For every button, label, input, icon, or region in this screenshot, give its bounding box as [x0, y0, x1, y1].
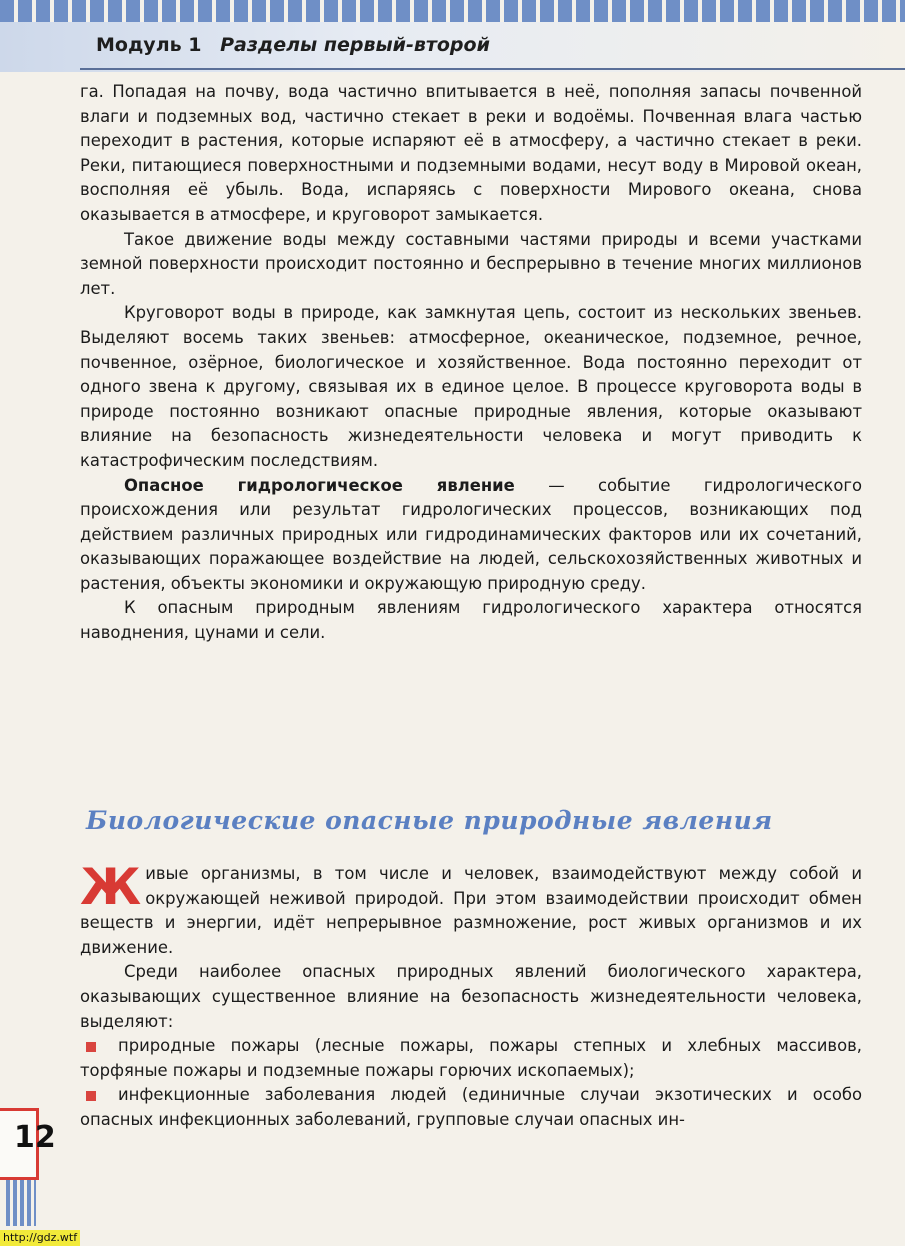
- header-divider: [80, 68, 905, 70]
- bio-intro: [80, 858, 862, 960]
- page-number: 12: [14, 1120, 56, 1155]
- paragraph-hydro-list: К опасным природным явлениям гидрологического характера относятся наводнения, цунами и сели.: [80, 598, 862, 643]
- paragraph-1: га. Попадая на почву, вода частично впитывается в неё, пополняя запасы почвенной влаги и подземных вод, частично стекает в реки и водоёмы. Почвенная влага частью переходит в растения, которые испаряют её в атмосферу, а частично стекает в реки. Реки, питающиеся поверхностными и подземными водами, несут воду в Мировой океан, восполняя её убыль. Вода, испаряясь с поверхности Мирового океана, снова оказывается в атмосфере, и круговорот замыкается.: [80, 82, 862, 224]
- list-item: [80, 1083, 862, 1132]
- main-text: [80, 80, 862, 646]
- watermark: http://gdz.wtf: [0, 1230, 80, 1246]
- section-label: Разделы первый-второй: [220, 34, 490, 56]
- list-item-text: инфекционные заболевания людей (единичные случаи экзотических и особо опасных инфекционных заболеваний, групповые случаи опасных ин-: [80, 1085, 862, 1129]
- section-heading: Биологические опасные природные явления: [86, 806, 773, 835]
- module-label: Модуль 1: [96, 34, 202, 56]
- page-number-stripes: [6, 1180, 36, 1226]
- definition-term: Опасное гидрологическое явление: [124, 475, 515, 495]
- bio-intro-text: ивые организмы, в том числе и человек, взаимодействуют между собой и окружающей неживой природой. При этом взаимодействии происходит обмен веществ и энергии, идёт непрерывное размножение, рост живых организмов и их движение.: [80, 864, 862, 957]
- list-item-text: природные пожары (лесные пожары, пожары степных и хлебных массивов, торфяные пожары и подземные пожары горючих ископаемых);: [80, 1036, 862, 1080]
- bullet-square-icon: [86, 1091, 96, 1101]
- paragraph-3: Круговорот воды в природе, как замкнутая цепь, состоит из нескольких звеньев. Выделяют восемь таких звеньев: атмосферное, океаническое, подземное, речное, почвенное, озёрное, биологическое и хозяйственное. Вода постоянно переходит от одного звена к другому, связывая их в единое целое. В процессе круговорота воды в природе постоянно возникают опасные природные явления, которые оказывают влияние на безопасность жизнедеятельности человека и могут приводить к катастрофическим последствиям.: [80, 303, 862, 470]
- bio-paragraph: Среди наиболее опасных природных явлений биологического характера, оказывающих существенное влияние на безопасность жизнедеятельности человека, выделяют:: [80, 962, 862, 1031]
- paragraph-2: Такое движение воды между составными частями природы и всеми участками земной поверхности происходит постоянно и беспрерывно в течение многих миллионов лет.: [80, 229, 862, 298]
- definition-paragraph: [80, 474, 862, 597]
- header-stripe: [0, 0, 905, 22]
- bullet-square-icon: [86, 1042, 96, 1052]
- bio-section-text: [80, 858, 862, 1133]
- list-item: [80, 1034, 862, 1083]
- drop-cap: Ж: [80, 858, 142, 916]
- definition-text: — событие гидрологического происхождения или результат гидрологических процессов, возникающих под действием различных природных или гидродинамических факторов или их сочетаний, оказывающих поражающее воздействие на людей, сельскохозяйственных животных и растения, объекты экономики и окружающую природную среду.: [80, 475, 862, 593]
- running-header: [96, 34, 490, 56]
